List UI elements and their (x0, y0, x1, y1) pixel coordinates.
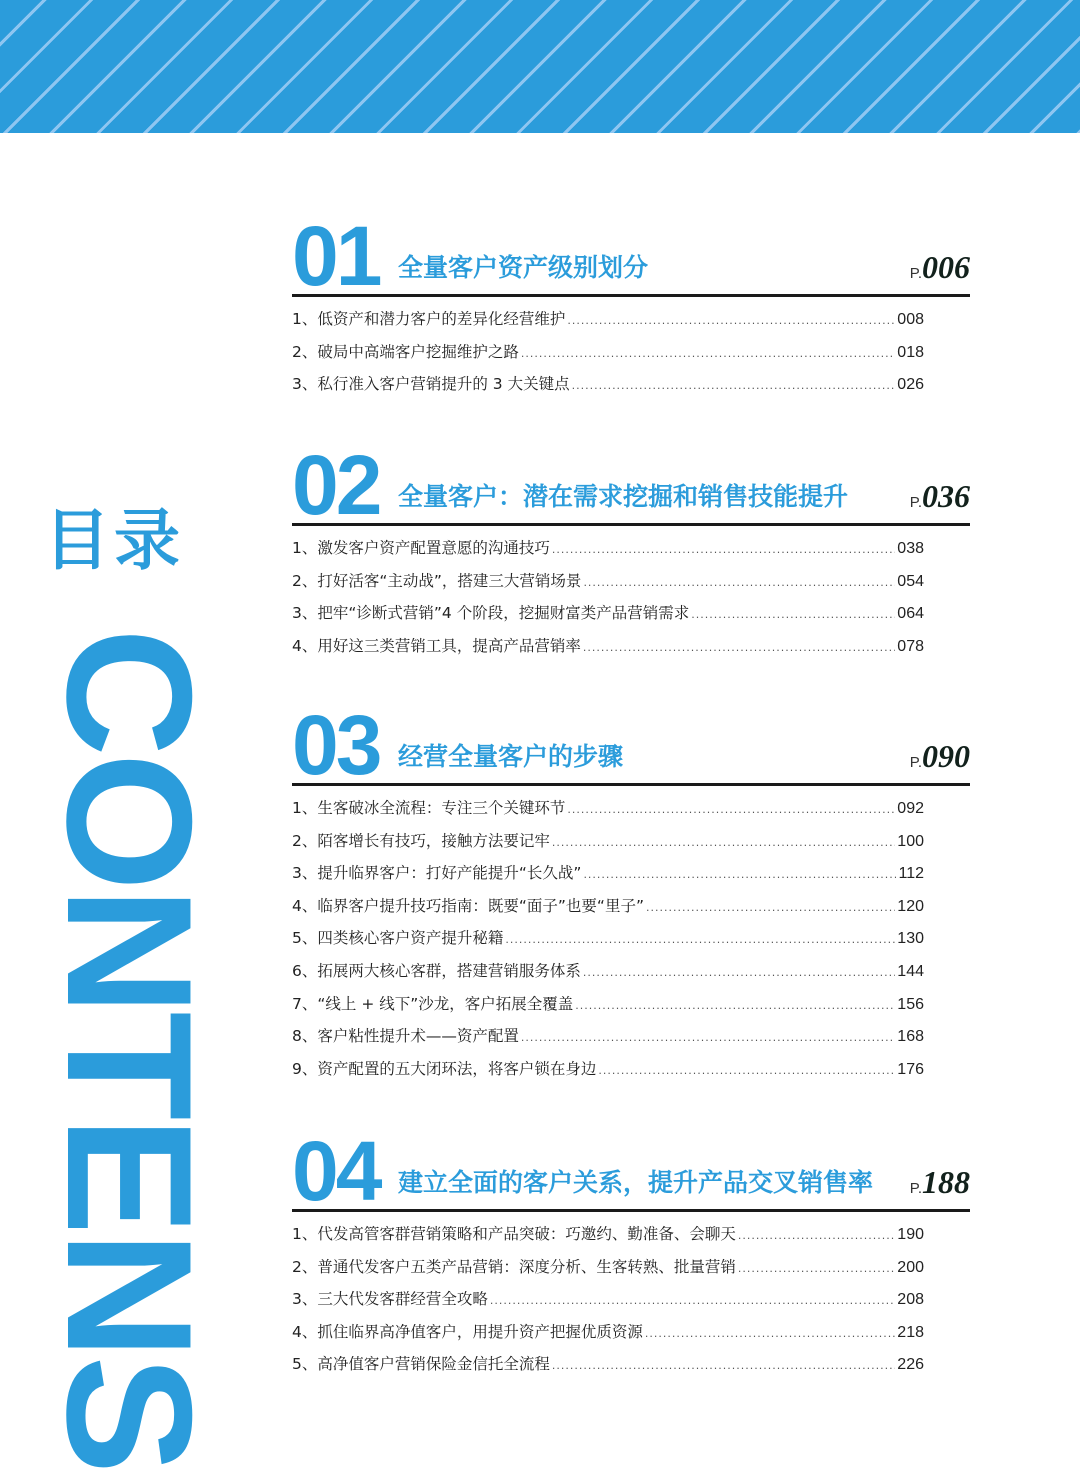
section-title[interactable]: 经营全量客户的步骤 (398, 742, 624, 771)
toc-section-01 (292, 209, 970, 405)
toc-item[interactable] (292, 601, 924, 634)
dot-leader (583, 641, 895, 654)
toc-title-english-vertical: CONTENS (30, 628, 229, 1470)
toc-item-text: 1、激发客户资产配置意愿的沟通技巧 (292, 539, 550, 557)
toc-item-page: 130 (897, 930, 924, 948)
section-number: 03 (292, 698, 380, 792)
toc-section-03 (292, 698, 970, 1089)
toc-item-page: 168 (897, 1028, 924, 1046)
toc-item-text: 3、三大代发客群经营全攻略 (292, 1290, 488, 1309)
dot-leader (521, 347, 895, 360)
dot-leader (583, 868, 896, 881)
toc-item-page: 008 (897, 311, 924, 328)
section-header (292, 698, 970, 792)
dot-leader (575, 999, 895, 1012)
toc-item[interactable] (292, 926, 924, 959)
dot-leader (598, 1064, 895, 1077)
toc-item-text: 1、生客破冰全流程：专注三个关键环节 (292, 799, 566, 817)
section-number: 04 (292, 1124, 380, 1218)
section-page-ref[interactable] (910, 738, 970, 775)
toc-item-text: 4、抓住临界高净值客户，用提升资产把握优质资源 (292, 1322, 643, 1341)
toc-item[interactable] (292, 992, 924, 1025)
dot-leader (738, 1262, 895, 1275)
toc-item[interactable] (292, 372, 924, 405)
dot-leader (567, 314, 895, 327)
page-number: 006 (922, 249, 970, 285)
toc-item-page: 200 (897, 1258, 924, 1276)
dot-leader (646, 901, 895, 914)
section-page-ref[interactable] (910, 1164, 970, 1201)
dot-leader (490, 1294, 895, 1307)
toc-item-text: 6、拓展两大核心客群，搭建营销服务体系 (292, 961, 581, 980)
toc-item[interactable] (292, 894, 924, 927)
toc-item-page: 120 (897, 897, 924, 915)
toc-item-page: 218 (897, 1323, 924, 1341)
toc-item[interactable] (292, 536, 924, 569)
section-title[interactable]: 建立全面的客户关系，提升产品交叉销售率 (398, 1168, 874, 1197)
page-prefix: P. (909, 494, 922, 511)
section-title[interactable]: 全量客户资产级别划分 (398, 253, 649, 282)
toc-item-text: 2、打好活客“主动战”，搭建三大营销场景 (292, 571, 582, 590)
toc-item-page: 054 (897, 572, 924, 590)
toc-section-02 (292, 438, 970, 666)
page-number: 090 (922, 738, 970, 774)
section-page-ref[interactable] (910, 249, 970, 286)
section-header (292, 1124, 970, 1218)
toc-item[interactable] (292, 1287, 924, 1320)
dot-leader (567, 803, 895, 816)
toc-item-page: 176 (897, 1060, 924, 1078)
toc-item[interactable] (292, 1057, 924, 1090)
toc-item-text: 7、“线上 + 线下”沙龙，客户拓展全覆盖 (292, 994, 574, 1013)
toc-item[interactable] (292, 1222, 924, 1255)
toc-item[interactable] (292, 307, 924, 340)
section-header (292, 209, 970, 303)
toc-item[interactable] (292, 1024, 924, 1057)
toc-item-text: 4、临界客户提升技巧指南：既要“面子”也要“里子” (292, 896, 644, 915)
toc-item-list (292, 796, 970, 1089)
toc-item[interactable] (292, 634, 924, 667)
toc-item-text: 4、用好这三类营销工具，提高产品营销率 (292, 636, 581, 655)
toc-section-04 (292, 1124, 970, 1385)
toc-item-page: 038 (897, 540, 924, 557)
dot-leader (691, 608, 895, 621)
toc-item-text: 3、提升临界客户：打好产能提升“长久战” (292, 864, 582, 883)
striped-header-banner (0, 0, 1080, 133)
page-prefix: P. (909, 754, 922, 771)
toc-item[interactable] (292, 569, 924, 602)
toc-item[interactable] (292, 340, 924, 373)
dot-leader (738, 1229, 895, 1242)
page-number: 188 (922, 1164, 970, 1200)
toc-item[interactable] (292, 829, 924, 862)
toc-item-text: 3、私行准入客户营销提升的 3 大关键点 (292, 375, 570, 394)
toc-item-page: 092 (897, 800, 924, 817)
toc-item-text: 3、把牢“诊断式营销”4 个阶段，挖掘财富类产品营销需求 (292, 604, 690, 623)
toc-item[interactable] (292, 1255, 924, 1288)
dot-leader (552, 836, 895, 849)
toc-item-page: 112 (898, 865, 924, 883)
toc-item-page: 208 (897, 1291, 924, 1309)
dot-leader (583, 966, 895, 979)
toc-item[interactable] (292, 796, 924, 829)
section-number: 02 (292, 438, 380, 532)
toc-item-page: 078 (897, 637, 924, 655)
section-title[interactable]: 全量客户：潜在需求挖掘和销售技能提升 (398, 482, 849, 511)
toc-title-chinese: 目录 (44, 502, 184, 579)
dot-leader (521, 1031, 895, 1044)
dot-leader (505, 933, 895, 946)
toc-item[interactable] (292, 1352, 924, 1385)
dot-leader (552, 1359, 895, 1372)
toc-item-list (292, 307, 970, 405)
page-number: 036 (922, 478, 970, 514)
toc-item[interactable] (292, 1320, 924, 1353)
toc-item[interactable] (292, 959, 924, 992)
toc-item-text: 2、陌客增长有技巧，接触方法要记牢 (292, 831, 550, 850)
section-page-ref[interactable] (910, 478, 970, 515)
toc-item-text: 1、代发高管客群营销策略和产品突破：巧邀约、勤准备、会聊天 (292, 1225, 736, 1243)
dot-leader (552, 543, 895, 556)
dot-leader (645, 1327, 895, 1340)
toc-item-page: 226 (897, 1356, 924, 1374)
toc-item-text: 5、四类核心客户资产提升秘籍 (292, 929, 504, 948)
dot-leader (583, 576, 895, 589)
section-number: 01 (292, 209, 380, 303)
toc-item-list (292, 536, 970, 666)
dot-leader (572, 379, 896, 392)
toc-item-page: 190 (897, 1226, 924, 1243)
toc-item-page: 144 (897, 962, 924, 980)
toc-item-page: 018 (897, 343, 924, 361)
toc-item-text: 2、破局中高端客户挖掘维护之路 (292, 342, 519, 361)
toc-item[interactable] (292, 861, 924, 894)
toc-item-text: 2、普通代发客户五类产品营销：深度分析、生客转熟、批量营销 (292, 1257, 736, 1276)
page-prefix: P. (909, 1180, 922, 1197)
toc-item-text: 1、低资产和潜力客户的差异化经营维护 (292, 310, 566, 328)
toc-item-page: 156 (897, 995, 924, 1013)
toc-item-text: 8、客户粘性提升术——资产配置 (292, 1027, 519, 1046)
toc-item-page: 026 (897, 376, 924, 394)
toc-item-text: 9、资产配置的五大闭环法，将客户锁在身边 (292, 1059, 597, 1078)
toc-item-text: 5、高净值客户营销保险金信托全流程 (292, 1355, 550, 1374)
toc-item-list (292, 1222, 970, 1385)
section-header (292, 438, 970, 532)
toc-item-page: 100 (897, 832, 924, 850)
toc-item-page: 064 (897, 605, 924, 623)
page-prefix: P. (909, 265, 922, 282)
